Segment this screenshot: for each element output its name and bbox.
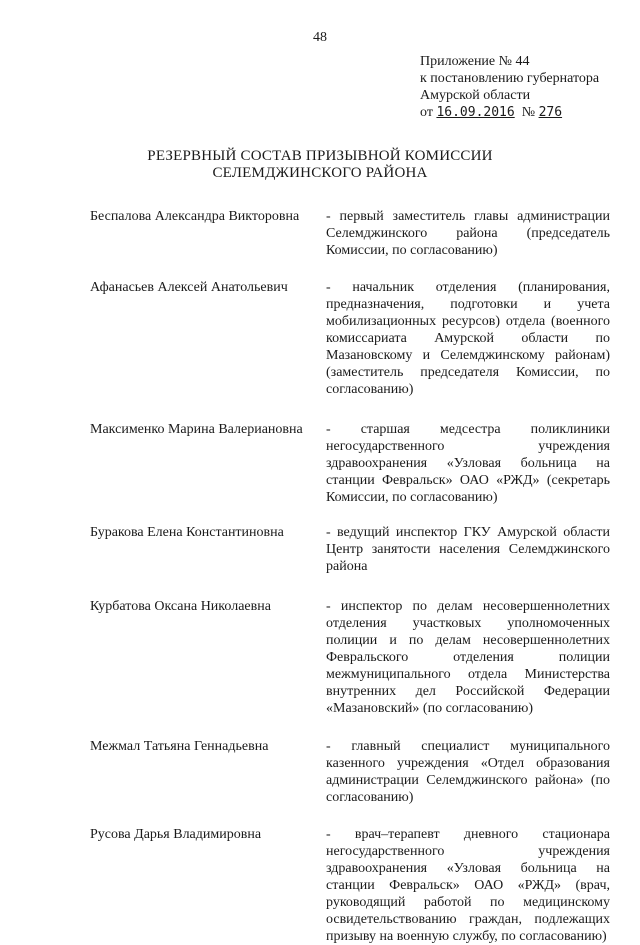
member-name: Курбатова Оксана Николаевна [90, 599, 271, 614]
appendix-block [420, 53, 630, 121]
date-prefix: от [420, 105, 433, 120]
member-role: - главный специалист муниципального казенного учреждения «Отдел образования администрации Селемджинского района» (по согласованию) [326, 739, 610, 805]
commission-roster [90, 208, 610, 945]
member-row [90, 524, 610, 575]
member-name: Беспалова Александра Викторовна [90, 209, 300, 224]
appendix-date-line [420, 104, 630, 121]
appendix-title: Приложение № 44 [420, 54, 530, 69]
member-row [90, 279, 610, 398]
member-row [90, 738, 610, 806]
member-role: - первый заместитель главы администрации Селемджинского района (председатель Комиссии, по согласованию) [326, 209, 610, 258]
title-line-2: СЕЛЕМДЖИНСКОГО РАЙОНА [212, 165, 428, 181]
member-row [90, 208, 610, 259]
member-name: Русова Дарья Владимировна [90, 827, 262, 842]
member-name: Межмал Татьяна Геннадьевна [90, 739, 269, 754]
member-name: Максименко Марина Валериановна [90, 422, 303, 437]
member-role: - инспектор по делам несовершеннолетних отделения участковых уполномоченных полиции и по делам несовершеннолетних Февральского отделения полиции межмуниципального отдела Министерства внутренних дел Российской Федерации «Мазановский» (по согласованию) [326, 599, 610, 716]
appendix-decree: к постановлению губернатора [420, 71, 600, 86]
member-row [90, 421, 610, 506]
member-row [90, 598, 610, 717]
member-name: Буракова Елена Константиновна [90, 525, 284, 540]
number-prefix: № [521, 105, 536, 120]
member-role: - врач–терапевт дневного стационара негосударственного учреждения здравоохранения «Узловая больница на станции Февральск» ОАО «РЖД» (врач, руководящий работой по медицинскому освидетельствованию граждан, подлежащих призыву на военную службу, по согласованию) [326, 827, 610, 944]
decree-number: 276 [538, 105, 563, 120]
member-role: - старшая медсестра поликлиники негосударственного учреждения здравоохранения «Узловая больница на станции Февральск» ОАО «РЖД» (секретарь Комиссии, по согласованию) [326, 422, 610, 505]
document-title [0, 148, 640, 182]
decree-date: 16.09.2016 [436, 105, 515, 120]
appendix-region: Амурской области [420, 88, 531, 103]
member-role: - начальник отделения (планирования, предназначения, подготовки и учета мобилизационных ресурсов) отдела (военного комиссариата Амурской области по Мазановскому и Селемджинскому районам) (заместитель председателя Комиссии, по согласованию) [326, 280, 610, 397]
member-row [90, 826, 610, 945]
member-name: Афанасьев Алексей Анатольевич [90, 280, 288, 295]
title-line-1: РЕЗЕРВНЫЙ СОСТАВ ПРИЗЫВНОЙ КОМИССИИ [147, 148, 493, 164]
page-number: 48 [313, 30, 327, 45]
member-role: - ведущий инспектор ГКУ Амурской области Центр занятости населения Селемджинского района [326, 525, 610, 574]
